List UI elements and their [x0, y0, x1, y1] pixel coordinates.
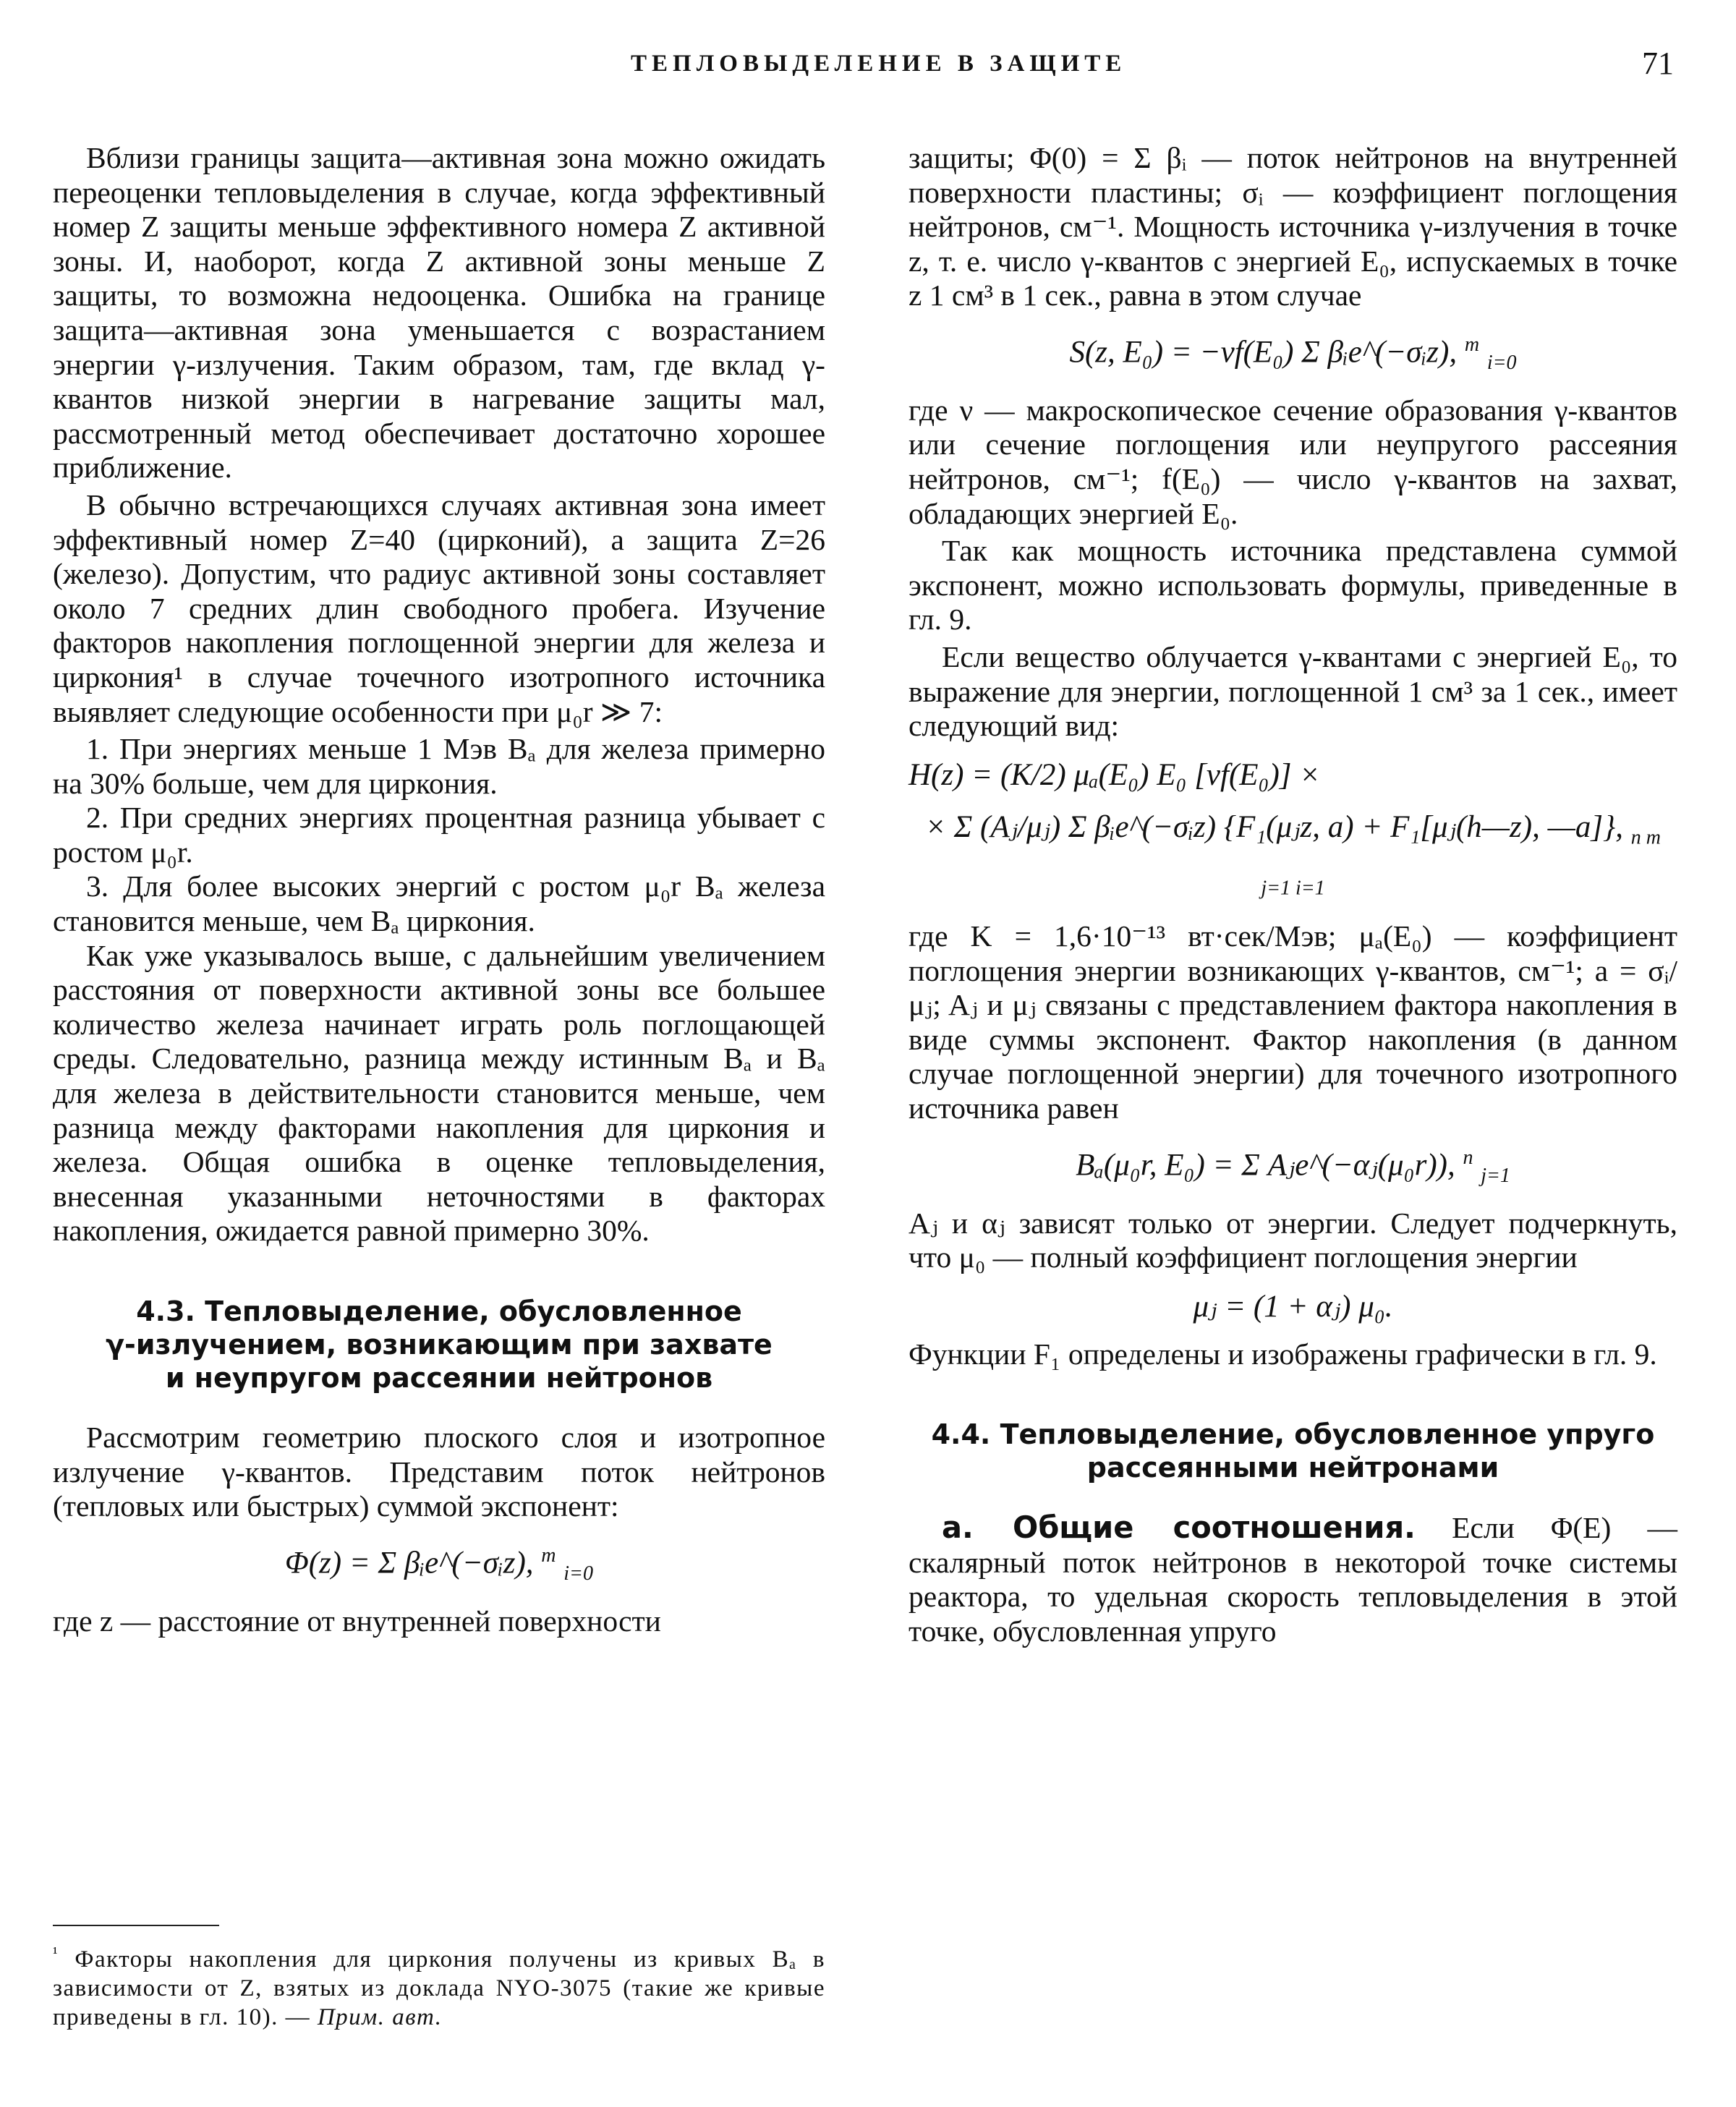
sum-lower-limit: j=1 [1481, 1164, 1510, 1187]
footnote [53, 1938, 825, 2032]
paragraph-general-relations [909, 1510, 1677, 1648]
sum-upper-limit: n [1463, 1146, 1473, 1169]
section-heading-4-3 [53, 1295, 825, 1395]
list-item: 1. При энергиях меньше 1 Мэв Bₐ для железа примерно на 30% больше, чем для циркония. [53, 732, 825, 800]
paragraph-plane-geometry: Рассмотрим геометрию плоского слоя и изотропное излучение γ-квантов. Представим поток нейтронов (тепловых или быстрых) суммой экспонент: [53, 1421, 825, 1523]
footnote-rule [53, 1925, 219, 1926]
run-in-subheading: а. Общие соотношения. [942, 1510, 1416, 1546]
right-column [909, 141, 1677, 1652]
paragraph-irradiation: Если вещество облучается γ-квантами с энергией E₀, то выражение для энергии, поглощенной 1 см³ за 1 сек., имеет следующий вид: [909, 640, 1677, 743]
formula-text: Bₐ(μ₀r, E₀) = Σ Aⱼe^(−αⱼ(μ₀r)), [1076, 1147, 1455, 1182]
paragraph-k-definition: где K = 1,6·10⁻¹³ вт·сек/Мэв; μₐ(E₀) — коэффициент поглощения энергии возникающих γ-квантов, см⁻¹; a = σᵢ/μⱼ; Aⱼ и μⱼ связаны с представлением фактора накопления в виде суммы экспонент. Фактор накопления (в данном случае поглощенной энергии) для точечного изотропного источника равен [909, 919, 1677, 1125]
left-column [53, 141, 825, 1641]
formula-source [909, 325, 1677, 383]
formula-text: S(z, E₀) = −νf(E₀) Σ βᵢe^(−σᵢz), [1069, 335, 1458, 370]
formula-phi [53, 1536, 825, 1594]
formula-text: × Σ (Aⱼ/μⱼ) Σ βᵢe^(−σᵢz) {F₁(μⱼz, a) + F₁[μⱼ(h—z), —a]}, [924, 809, 1624, 844]
sum-lower-limit: i=0 [563, 1562, 593, 1585]
paragraph-nu-definition: где ν — макроскопическое сечение образования γ-квантов или сечение поглощения или неупругого рассеяния нейтронов, см⁻¹; f(E₀) — число γ-квантов на захват, обладающих энергией E₀. [909, 393, 1677, 530]
heading-line: рассеянными нейтронами [1086, 1452, 1499, 1484]
paragraph-exponent-sum: Так как мощность источника представлена суммой экспонент, можно использовать формулы, приведенные в гл. 9. [909, 534, 1677, 637]
paragraph-boundary-error: Вблизи границы защита—активная зона можно ожидать переоценки тепловыделения в случае, когда эффективный номер Z защиты меньше эффективного номера Z активной зоны. И, наоборот, когда Z активной зоны меньше Z защиты, то возможна недооценка. Ошибка на границе защита—активная зона уменьшается с возрастанием энергии γ-излучения. Таким образом, там, где вклад γ-квантов низкой энергии в нагревание защиты мал, рассмотренный метод обеспечивает достаточно хорошее приближение. [53, 141, 825, 485]
section-heading-4-4 [909, 1418, 1677, 1484]
sum-upper-limit: m [541, 1544, 556, 1567]
heading-line: γ-излучением, возникающим при захвате [106, 1329, 773, 1361]
paragraph-shield-flux: защиты; Φ(0) = Σ βᵢ — поток нейтронов на внутренней поверхности пластины; σᵢ — коэффициент поглощения нейтронов, см⁻¹. Мощность источника γ-излучения в точке z, т. е. число γ-квантов с энергией E₀, испускаемых в точке z 1 см³ в 1 сек., равна в этом случае [909, 141, 1677, 312]
footnote-author-note: Прим. авт. [317, 2004, 443, 2030]
paragraph-functions-f1: Функции F₁ определены и изображены графически в гл. 9. [909, 1337, 1657, 1371]
page-header [0, 46, 1736, 94]
heading-line: и неупругом рассеянии нейтронов [165, 1362, 713, 1394]
formula-buildup [909, 1138, 1677, 1196]
running-head: ТЕПЛОВЫДЕЛЕНИЕ В ЗАЩИТЕ [631, 51, 1127, 77]
paragraph-further-distance: Как уже указывалось выше, с дальнейшим увеличением расстояния от поверхности активной зоны все большее количество железа начинает играть роль поглощающей среды. Следовательно, разница между истинным Bₐ и Bₐ для железа в действительности становится меньше, чем разница между факторами накопления для циркония и железа. Общая ошибка в оценке тепловыделения, внесенная указанными неточностями в факторах накопления, ожидается равной примерно 30%. [53, 938, 825, 1248]
list-item: 3. Для более высоких энергий с ростом μ₀r Bₐ железа становится меньше, чем Bₐ циркония. [53, 869, 825, 938]
formula-heat-line1: H(z) = (K/2) μₐ(E₀) E₀ [νf(E₀)] × [909, 757, 1321, 792]
formula-mu: μⱼ = (1 + αⱼ) μ₀. [1193, 1289, 1393, 1324]
formula-text: Φ(z) = Σ βᵢe^(−σᵢz), [285, 1546, 534, 1580]
footnote-text: Факторы накопления для циркония получены из кривых Bₐ в зависимости от Z, взятых из доклада NYO-3075 (такие же кривые приведены в гл. 10). — [53, 1946, 825, 2030]
footnote-mark: ¹ [53, 1944, 59, 1962]
heading-line: 4.4. Тепловыделение, обусловленное упруго [931, 1418, 1655, 1451]
formula-heat-line2 [909, 807, 1677, 909]
paragraph-text: Если Φ(E) — скалярный поток нейтронов в некоторой точке системы реактора, то удельная скорость тепловыделения в этой точке, обусловленная упруго [909, 1511, 1678, 1648]
page-number: 71 [1642, 46, 1674, 81]
list-item: 2. При средних энергиях процентная разница убывает с ростом μ₀r. [53, 801, 825, 869]
paragraph-z-definition: где z — расстояние от внутренней поверхности [53, 1604, 661, 1638]
paragraph-aj-alphaj: Aⱼ и αⱼ зависят только от энергии. Следует подчеркнуть, что μ₀ — полный коэффициент поглощения энергии [909, 1206, 1677, 1274]
sum-limits: n m j=1 i=1 [1261, 826, 1661, 901]
sum-upper-limit: m [1464, 333, 1480, 356]
sum-lower-limit: i=0 [1486, 351, 1517, 374]
paragraph-typical-cases: В обычно встречающихся случаях активная зона имеет эффективный номер Z=40 (цирконий), а защита Z=26 (железо). Допустим, что радиус активной зоны составляет около 7 средних длин свободного пробега. Изучение факторов накопления поглощенной энергии для железа и циркония¹ в случае точечного изотропного источника выявляет следующие особенности при μ₀r ≫ 7: [53, 488, 825, 728]
heading-line: 4.3. Тепловыделение, обусловленное [136, 1295, 742, 1327]
